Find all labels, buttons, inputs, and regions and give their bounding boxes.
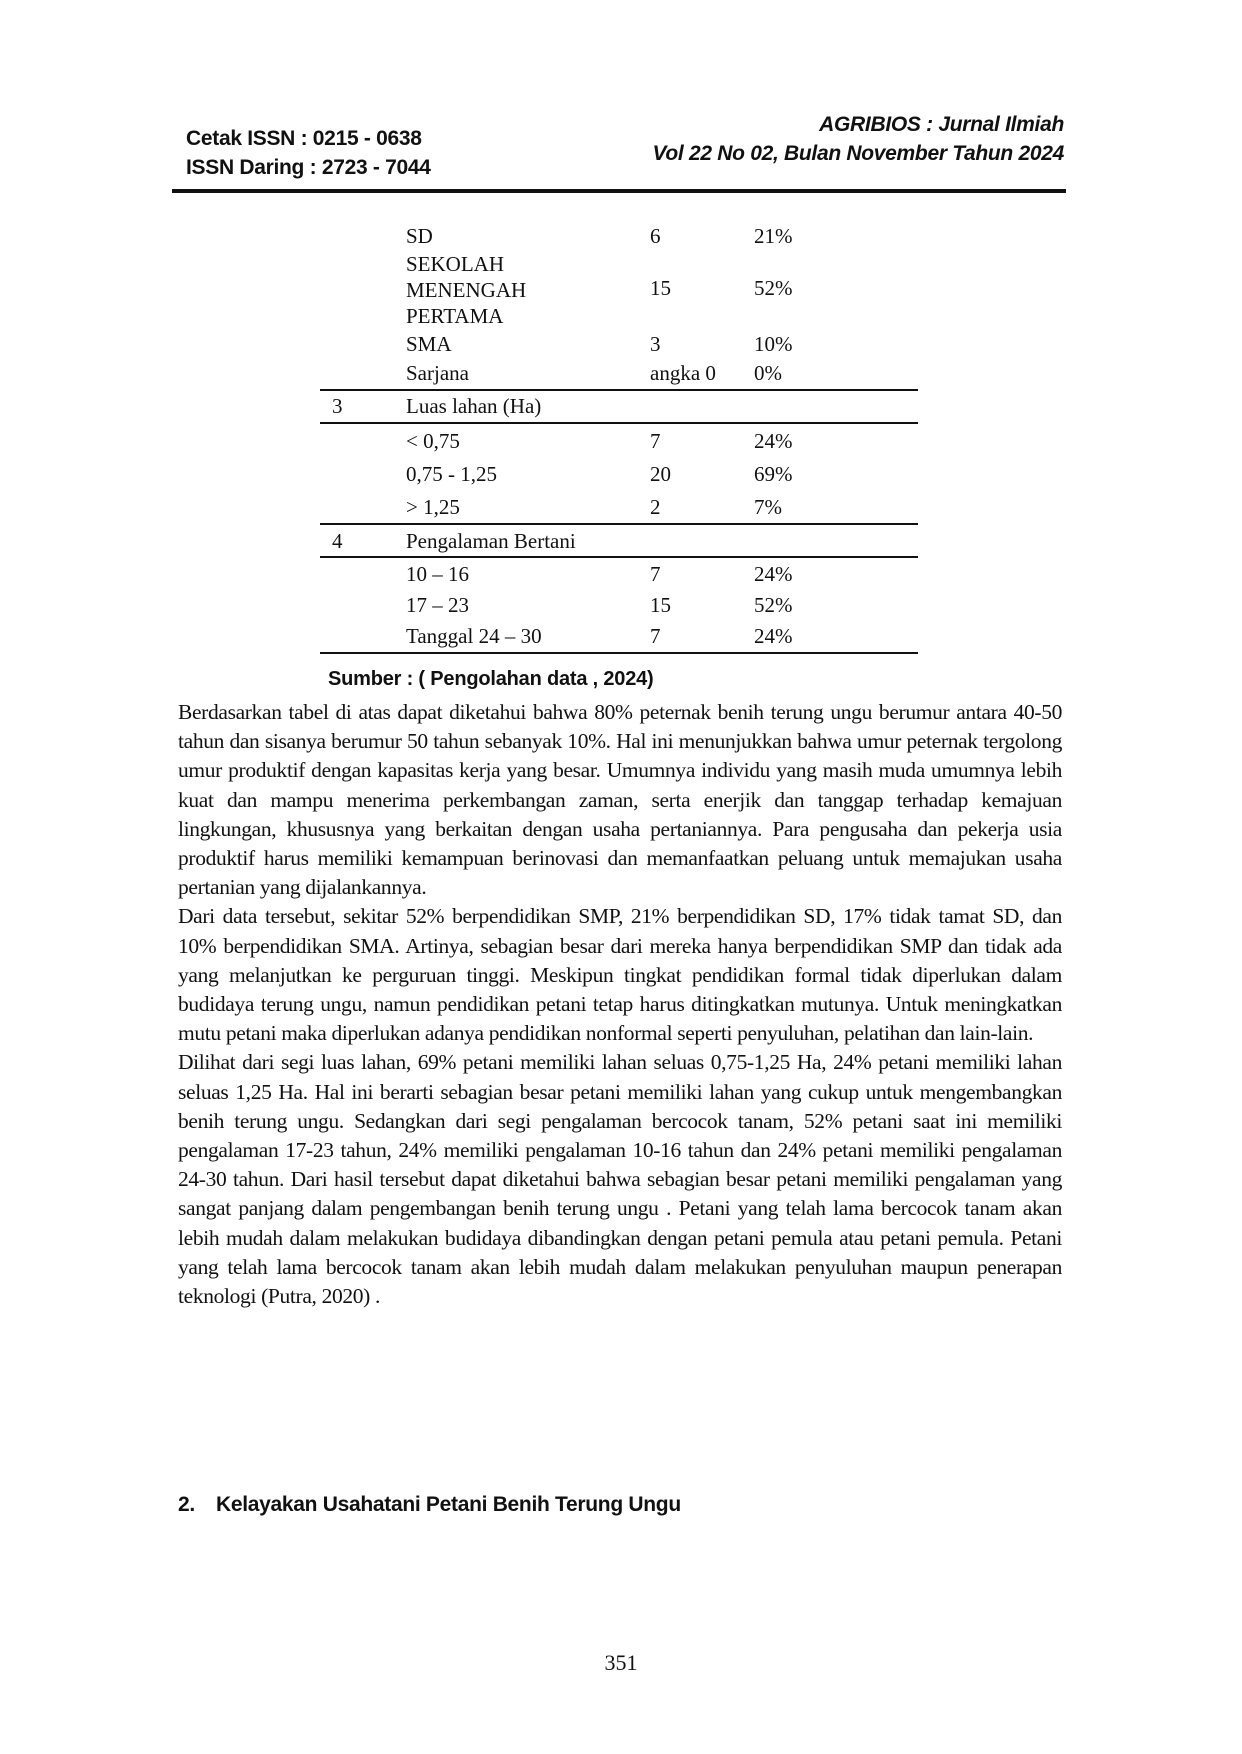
table-row (320, 491, 918, 523)
row-percent: 21% (754, 224, 793, 248)
row-count: 3 (650, 332, 661, 356)
respondent-characteristics-table (320, 223, 918, 654)
table-row (320, 426, 918, 457)
table-source-note: Sumber : ( Pengolahan data , 2024) (328, 668, 654, 690)
row-count: 7 (650, 562, 661, 586)
paragraph: Dari data tersebut, sekitar 52% berpendidikan SMP, 21% berpendidikan SD, 17% tidak tamat SD, dan 10% berpendidikan SMA. Artinya, sebagian besar dari mereka hanya berpendidikan SMP dan tidak ada yang melanjutkan ke perguruan tinggi. Meskipun tingkat pendidikan formal tidak diperlukan dalam budidaya terung ungu, namun pendidikan petani tetap harus ditingkatkan mutunya. Untuk meningkatkan mutu petani maka diperlukan adanya pendidikan nonformal seperti penyuluhan, pelatihan dan lain-lain. (178, 904, 1062, 1046)
row-label: < 0,75 (406, 429, 460, 453)
section-title: Pengalaman Bertani (406, 529, 576, 553)
page-number: 351 (604, 1650, 638, 1675)
row-percent: 10% (754, 332, 793, 356)
row-label: SEKOLAH MENENGAH PERTAMA (406, 252, 527, 328)
paragraph: Dilihat dari segi luas lahan, 69% petani memiliki lahan seluas 0,75-1,25 Ha, 24% petani memiliki lahan seluas 1,25 Ha. Hal ini berarti sebagian besar petani memiliki lahan yang cukup untuk mengembangkan benih terung ungu. Sedangkan dari segi pengalaman bercocok tanam, 52% petani saat ini memiliki pengalaman 17-23 tahun, 24% memiliki pengalaman 10-16 tahun dan 24% petani memiliki pengalaman 24-30 tahun. Dari hasil tersebut dapat diketahui bahwa sebagian besar petani memiliki pengalaman yang sangat panjang dalam pengembangan benih terung ungu . Petani yang telah lama bercocok tanam akan lebih mudah dalam melakukan budidaya dibandingkan dengan petani pemula atau petani pemula. Petani yang telah lama bercocok tanam akan lebih mudah dalam melakukan penyuluhan maupun penerapan teknologi (Putra, 2020) . (178, 1050, 1062, 1309)
row-count: 15 (650, 593, 671, 617)
table-row (320, 621, 918, 652)
row-count: 15 (650, 276, 671, 300)
body-text (178, 698, 1062, 1311)
table-row (320, 360, 918, 386)
table-row (320, 590, 918, 621)
journal-name: AGRIBIOS : Jurnal Ilmiah (819, 113, 1064, 136)
table-row (320, 251, 918, 329)
section-number: 4 (332, 529, 343, 553)
section-heading-title: Kelayakan Usahatani Petani Benih Terung Ungu (216, 1493, 681, 1516)
row-percent: 0% (754, 361, 782, 385)
row-percent: 69% (754, 462, 793, 486)
row-count: 7 (650, 624, 661, 648)
row-label: Tanggal 24 – 30 (406, 624, 542, 648)
table-rule (320, 652, 918, 654)
header-divider (172, 189, 1066, 193)
table-row (320, 457, 918, 491)
table-row (320, 331, 918, 357)
paragraph: Berdasarkan tabel di atas dapat diketahui bahwa 80% peternak benih terung ungu berumur antara 40-50 tahun dan sisanya berumur 50 tahun sebanyak 10%. Hal ini menunjukkan bahwa umur peternak tergolong umur produktif dengan kapasitas kerja yang besar. Umumnya individu yang masih muda umumnya lebih kuat dan mampu menerima perkembangan zaman, serta enerjik dan tanggap terhadap kemajuan lingkungan, khususnya yang berkaitan dengan usaha pertaniannya. Para pengusaha dan pekerja usia produktif harus memiliki kemampuan berinovasi dan memanfaatkan peluang untuk memajukan usaha pertanian yang dijalankannya. (178, 700, 1062, 900)
row-label: 10 – 16 (406, 562, 469, 586)
row-count: 2 (650, 495, 661, 519)
table-section-header (320, 525, 918, 556)
row-percent: 24% (754, 562, 793, 586)
journal-issn-block (186, 124, 431, 182)
row-percent: 7% (754, 495, 782, 519)
row-label: 0,75 - 1,25 (406, 462, 497, 486)
table-row (320, 223, 918, 249)
row-count: 7 (650, 429, 661, 453)
table-section-header (320, 391, 918, 422)
table-rule (320, 422, 918, 424)
row-count: angka 0 (650, 361, 716, 385)
journal-title-block (652, 110, 1064, 168)
section-heading-number: 2. (178, 1493, 195, 1516)
row-count: 6 (650, 224, 661, 248)
row-label: SMA (406, 332, 452, 356)
row-percent: 24% (754, 429, 793, 453)
row-label: Sarjana (406, 361, 469, 385)
section-number: 3 (332, 394, 343, 418)
row-label: 17 – 23 (406, 593, 469, 617)
journal-volume: Vol 22 No 02, Bulan November Tahun 2024 (652, 142, 1064, 165)
row-percent: 52% (754, 276, 793, 300)
row-label: > 1,25 (406, 495, 460, 519)
row-count: 20 (650, 462, 671, 486)
table-row (320, 558, 918, 590)
print-issn: Cetak ISSN : 0215 - 0638 (186, 127, 422, 150)
section-heading (178, 1493, 681, 1517)
row-percent: 24% (754, 624, 793, 648)
row-percent: 52% (754, 593, 793, 617)
section-title: Luas lahan (Ha) (406, 394, 542, 418)
row-label: SD (406, 224, 433, 248)
online-issn: ISSN Daring : 2723 - 7044 (186, 156, 431, 179)
